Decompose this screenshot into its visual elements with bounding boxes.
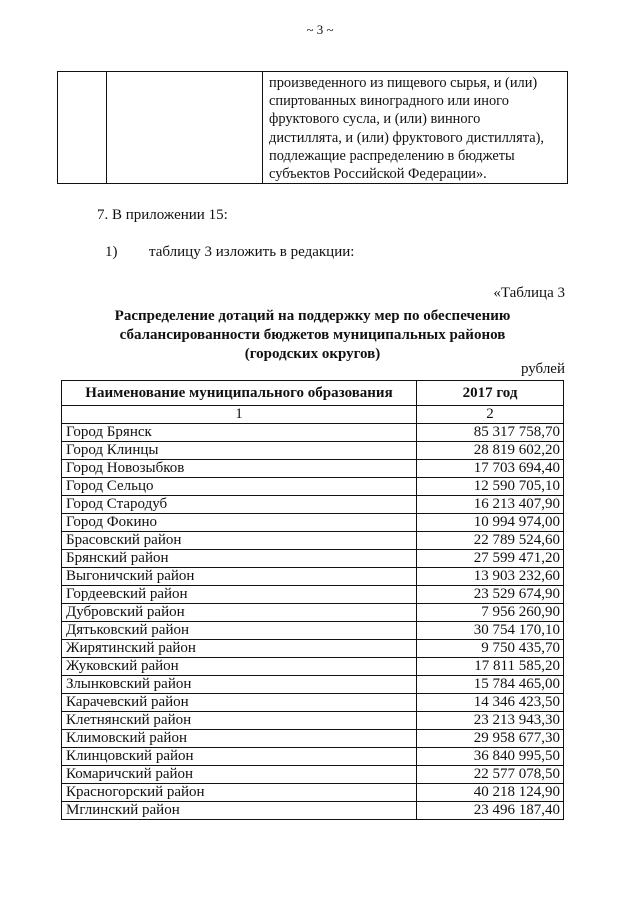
table-row <box>62 550 564 568</box>
municipality-name: Выгоничский район <box>62 568 417 586</box>
municipality-name: Красногорский район <box>62 784 417 802</box>
table-row <box>62 604 564 622</box>
fragment-line: спиртованных виноградного или иного <box>269 93 509 110</box>
table-row <box>62 532 564 550</box>
fragment-empty-cell <box>58 72 107 184</box>
header-year: 2017 год <box>417 381 564 406</box>
subsidy-amount: 28 819 602,20 <box>417 442 564 460</box>
municipality-name: Город Стародуб <box>62 496 417 514</box>
subsidy-amount: 23 496 187,40 <box>417 802 564 820</box>
subsidy-amount: 17 811 585,20 <box>417 658 564 676</box>
table-row <box>62 442 564 460</box>
fragment-text-cell <box>263 72 568 184</box>
subsidy-amount: 12 590 705,10 <box>417 478 564 496</box>
table-row <box>62 424 564 442</box>
municipality-name: Брянский район <box>62 550 417 568</box>
table-row <box>62 676 564 694</box>
table-row <box>62 568 564 586</box>
municipality-name: Климовский район <box>62 730 417 748</box>
table-row <box>62 514 564 532</box>
subsidy-amount: 36 840 995,50 <box>417 748 564 766</box>
table-label: «Таблица 3 <box>493 285 565 301</box>
subsidy-amount: 16 213 407,90 <box>417 496 564 514</box>
table-row <box>62 586 564 604</box>
table-row <box>62 478 564 496</box>
municipality-name: Гордеевский район <box>62 586 417 604</box>
municipality-name: Комаричский район <box>62 766 417 784</box>
previous-table-fragment <box>57 71 568 184</box>
column-number-row <box>62 406 564 424</box>
table-row <box>62 694 564 712</box>
page-number: ~ 3 ~ <box>306 22 334 37</box>
subsidy-amount: 29 958 677,30 <box>417 730 564 748</box>
table-row <box>62 640 564 658</box>
table-row <box>62 712 564 730</box>
header-municipality: Наименование муниципального образования <box>62 381 417 406</box>
subsidy-amount: 22 789 524,60 <box>417 532 564 550</box>
municipality-name: Брасовский район <box>62 532 417 550</box>
subsidy-amount: 7 956 260,90 <box>417 604 564 622</box>
municipality-name: Карачевский район <box>62 694 417 712</box>
item-1-number: 1) <box>105 244 118 260</box>
municipality-name: Злынковский район <box>62 676 417 694</box>
table-row <box>62 802 564 820</box>
subsidy-amount: 10 994 974,00 <box>417 514 564 532</box>
subsidy-amount: 40 218 124,90 <box>417 784 564 802</box>
subsidy-amount: 22 577 078,50 <box>417 766 564 784</box>
municipality-name: Дятьковский район <box>62 622 417 640</box>
table-row <box>62 622 564 640</box>
fragment-empty-cell <box>107 72 263 184</box>
fragment-line: фруктового сусла, и (или) винного <box>269 111 481 128</box>
table-title <box>60 307 565 364</box>
table-row <box>62 658 564 676</box>
subsidies-table <box>61 380 564 820</box>
municipality-name: Город Сельцо <box>62 478 417 496</box>
municipality-name: Мглинский район <box>62 802 417 820</box>
subsidy-amount: 13 903 232,60 <box>417 568 564 586</box>
table-row <box>62 460 564 478</box>
column-number: 1 <box>62 406 417 424</box>
table-title-line: (городских округов) <box>244 346 381 362</box>
subsidy-amount: 23 529 674,90 <box>417 586 564 604</box>
subsidy-amount: 30 754 170,10 <box>417 622 564 640</box>
subsidy-amount: 85 317 758,70 <box>417 424 564 442</box>
municipality-name: Город Новозыбков <box>62 460 417 478</box>
table-row <box>62 784 564 802</box>
fragment-line: дистиллята, и (или) фруктового дистиллята), <box>269 129 544 146</box>
subsidy-amount: 14 346 423,50 <box>417 694 564 712</box>
fragment-line: подлежащие распределению в бюджеты <box>269 147 515 164</box>
subsidy-amount: 27 599 471,20 <box>417 550 564 568</box>
municipality-name: Жуковский район <box>62 658 417 676</box>
municipality-name: Город Брянск <box>62 424 417 442</box>
table-row <box>62 496 564 514</box>
subsidy-amount: 23 213 943,30 <box>417 712 564 730</box>
municipality-name: Жирятинский район <box>62 640 417 658</box>
column-number: 2 <box>417 406 564 424</box>
table-row <box>62 766 564 784</box>
item-1 <box>105 244 354 261</box>
municipality-name: Клинцовский район <box>62 748 417 766</box>
subsidy-amount: 15 784 465,00 <box>417 676 564 694</box>
municipality-name: Клетнянский район <box>62 712 417 730</box>
table-row <box>62 748 564 766</box>
paragraph-7: 7. В приложении 15: <box>97 207 228 223</box>
table-title-line: сбалансированности бюджетов муниципальных районов <box>119 327 506 343</box>
municipality-name: Город Клинцы <box>62 442 417 460</box>
municipality-name: Дубровский район <box>62 604 417 622</box>
table-title-line: Распределение дотаций на поддержку мер по обеспечению <box>114 308 511 324</box>
subsidy-amount: 9 750 435,70 <box>417 640 564 658</box>
fragment-line: субъектов Российской Федерации». <box>269 166 487 183</box>
subsidy-amount: 17 703 694,40 <box>417 460 564 478</box>
fragment-line: произведенного из пищевого сырья, и (или) <box>269 75 538 91</box>
municipality-name: Город Фокино <box>62 514 417 532</box>
item-1-text: таблицу 3 изложить в редакции: <box>149 244 355 260</box>
table-row <box>62 730 564 748</box>
units-label: рублей <box>520 361 565 377</box>
